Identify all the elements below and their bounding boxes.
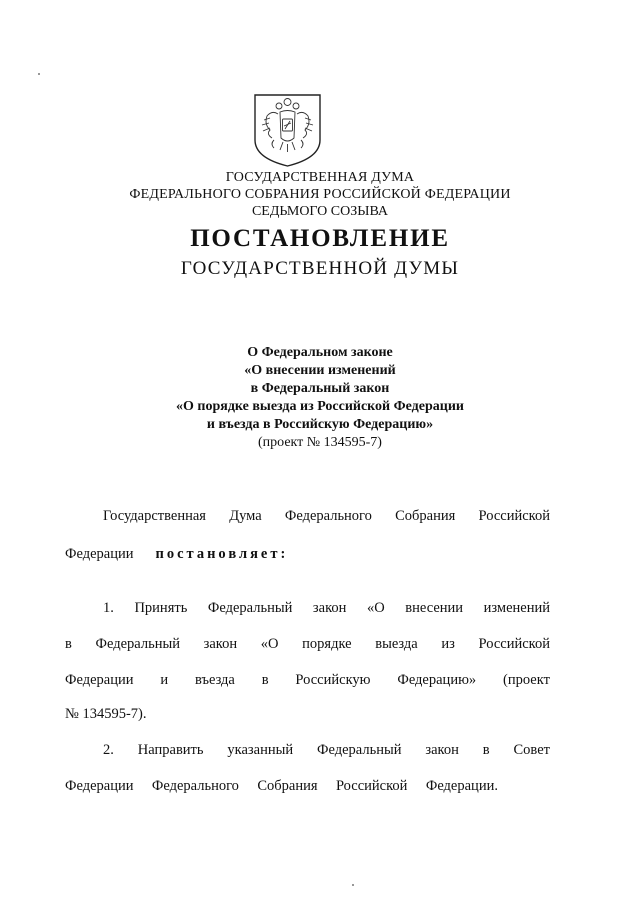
resolution-title (0, 344, 640, 452)
title-line: «О порядке выезда из Российской Федерации (176, 399, 464, 414)
document-type-heading: ПОСТАНОВЛЕНИЕ (190, 225, 450, 252)
item-2-line-1 (103, 742, 550, 759)
word: Российской (478, 508, 550, 524)
word: «О (366, 600, 385, 616)
org-name-line-2: ФЕДЕРАЛЬНОГО СОБРАНИЯ РОССИЙСКОЙ ФЕДЕРАЦИИ (129, 187, 511, 202)
word: закон (425, 742, 459, 758)
word: Федерации. (425, 778, 498, 794)
word: Направить (137, 742, 204, 758)
word: указанный (227, 742, 294, 758)
word: Федерального (284, 508, 372, 524)
item-1-line-4 (65, 706, 550, 723)
word: (проект (503, 672, 550, 688)
word: в (482, 742, 490, 758)
word: въезда (194, 672, 235, 688)
item-1-line-1 (103, 600, 550, 617)
scan-speck (352, 884, 354, 886)
item-2-line-2 (65, 778, 498, 795)
word: Дума (229, 508, 262, 524)
word: Собрания (257, 778, 318, 794)
document-type-subheading: ГОСУДАРСТВЕННОЙ ДУМЫ (180, 258, 460, 279)
word: Федеральный (207, 600, 293, 616)
word: Российскую (295, 672, 371, 688)
word: закон (312, 600, 347, 616)
preamble-line-2 (65, 546, 550, 563)
word: внесении (405, 600, 464, 616)
word: Федеральный (317, 742, 402, 758)
word: Федерального (151, 778, 239, 794)
item-number: 2. (103, 742, 114, 758)
word: Совет (513, 742, 550, 758)
title-line: «О внесении изменений (244, 363, 396, 378)
item-number: 1. (103, 600, 114, 616)
word: Федерацию» (397, 672, 477, 688)
russian-coat-of-arms-icon (250, 92, 325, 168)
word: в (261, 672, 269, 688)
title-line: и въезда в Российскую Федерацию» (206, 417, 434, 432)
project-reference: № 134595-7). (65, 706, 147, 722)
word: Государственная (103, 508, 206, 524)
word: Собрания (395, 508, 456, 524)
word: Федерации (65, 546, 134, 562)
word: Российской (335, 778, 408, 794)
item-1-line-3 (65, 672, 550, 689)
org-name-line-1: ГОСУДАРСТВЕННАЯ ДУМА (225, 170, 415, 185)
word: Федерации (65, 778, 134, 794)
convocation-line: СЕДЬМОГО СОЗЫВА (251, 204, 389, 219)
word: выезда (375, 636, 418, 652)
scan-speck (38, 73, 40, 75)
word: закон (203, 636, 238, 652)
word: из (441, 636, 455, 652)
item-1-line-2 (65, 636, 550, 653)
word: изменений (483, 600, 550, 616)
word: Российской (478, 636, 550, 652)
title-line: в Федеральный закон (250, 381, 390, 396)
word: и (160, 672, 169, 688)
word: Принять (134, 600, 188, 616)
word: в (65, 636, 72, 652)
preamble-line-1 (103, 508, 550, 525)
project-number: (проект № 134595-7) (258, 435, 382, 450)
resolves-verb: постановляет: (155, 546, 289, 562)
title-line: О Федеральном законе (247, 345, 393, 360)
word: Федерации (65, 672, 134, 688)
word: Федеральный (95, 636, 180, 652)
word: порядке (302, 636, 352, 652)
word: «О (260, 636, 279, 652)
